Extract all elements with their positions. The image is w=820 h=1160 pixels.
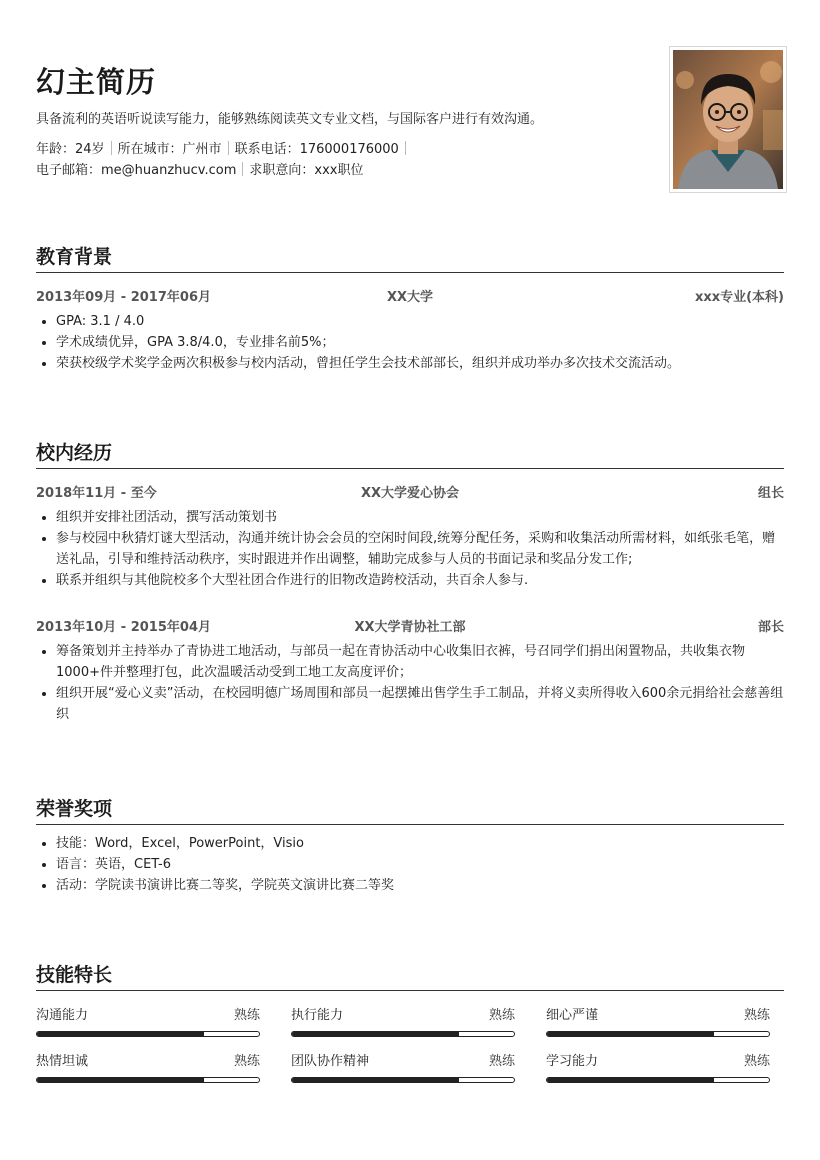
separator [228,141,229,155]
skill-level: 熟练 [233,1053,260,1069]
skill-bar-fill [37,1078,204,1082]
list-item: • 组织开展“爱心义卖”活动，在校园明德广场周围和部员一起摆摊出售学生手工制品，并将义卖所得收入600余元捐给社会慈善组织 [56,683,784,725]
skill-bar-fill [547,1032,714,1036]
campus-section [36,440,784,725]
honors-bullets [36,833,784,896]
section-title-campus: 校内经历 [36,440,784,469]
education-entry-header [36,285,784,305]
age-text: 年龄：24岁 [36,142,105,157]
skill-level: 熟练 [743,1007,770,1023]
list-item: • 筹备策划并主持举办了青协进工地活动，与部员一起在青协活动中心收集旧衣裤，号召同学们捐出闲置物品，共收集衣物1000+件并整理打包，此次温暖活动受到工地工友高度评价； [56,641,784,683]
list-item: • 学术成绩优异，GPA 3.8/4.0，专业排名前5%； [56,332,784,353]
skill-item [546,1049,770,1083]
campus-entry-bullets [36,507,784,591]
skill-item [546,1003,770,1037]
skill-name: 细心严谨 [546,1007,599,1023]
section-title-honors: 荣誉奖项 [36,796,784,825]
education-bullets [36,311,784,374]
separator [405,141,406,155]
email-text: 电子邮箱：me@huanzhucv.com [36,163,237,178]
contact-line-2 [36,159,363,178]
avatar-photo [669,46,787,193]
skill-name: 执行能力 [291,1007,344,1023]
skill-bar-fill [292,1078,459,1082]
education-section [36,244,784,374]
skills-grid [36,1003,784,1083]
section-title-education: 教育背景 [36,244,784,273]
campus-entry-header [36,615,784,635]
skill-level: 熟练 [488,1007,515,1023]
skill-item [291,1003,515,1037]
summary-text: 具备流利的英语听说读写能力，能够熟练阅读英文专业文档，与国际客户进行有效沟通。 [36,112,544,127]
skill-name: 学习能力 [546,1053,599,1069]
campus-entry-date: 2013年10月 - 2015年04月 [36,619,211,635]
separator [242,162,243,176]
education-major: xxx专业(本科) [694,289,784,305]
section-title-skills: 技能特长 [36,962,784,991]
campus-entry-org: XX大学青协社工部 [354,619,466,635]
skill-bar [291,1077,515,1083]
separator [111,141,112,155]
list-item: • 荣获校级学术奖学金两次积极参与校内活动，曾担任学生会技术部部长，组织并成功举办多次技术交流活动。 [56,353,784,374]
skill-level: 熟练 [743,1053,770,1069]
education-school: XX大学 [386,289,434,305]
campus-entry-date: 2018年11月 - 至今 [36,485,157,501]
skill-bar [291,1031,515,1037]
skill-bar-fill [292,1032,459,1036]
skill-name: 团队协作精神 [291,1053,370,1069]
skill-bar [546,1031,770,1037]
skill-bar-fill [37,1032,204,1036]
skill-level: 熟练 [488,1053,515,1069]
campus-entry-header [36,481,784,501]
skill-bar [36,1077,260,1083]
education-date: 2013年09月 - 2017年06月 [36,289,211,305]
campus-entry-role: 组长 [757,485,784,501]
list-item: • 参与校园中秋猜灯谜大型活动，沟通并统计协会会员的空闲时间段,统筹分配任务，采购和收集活动所需材料，如纸张毛笔，赠送礼品，引导和维持活动秩序，实时跟进并作出调整，辅助完成参与人员的书面记录和奖品分发工作; [56,528,784,570]
skill-name: 热情坦诚 [36,1053,89,1069]
resume-title: 幻主简历 [36,65,157,99]
job-intention-text: 求职意向：xxx职位 [249,163,364,178]
list-item: • 技能：Word，Excel，PowerPoint，Visio [56,833,784,854]
honors-section [36,796,784,896]
contact-line-1 [36,138,412,157]
skill-bar-fill [547,1078,714,1082]
skill-bar [36,1031,260,1037]
skill-name: 沟通能力 [36,1007,89,1023]
campus-entry-role: 部长 [757,619,784,635]
campus-entry-bullets [36,641,784,725]
skill-level: 熟练 [233,1007,260,1023]
skill-item [36,1049,260,1083]
phone-text: 联系电话：176000176000 [234,142,399,157]
skill-item [36,1003,260,1037]
skill-bar [546,1077,770,1083]
list-item: • 组织并安排社团活动，撰写活动策划书 [56,507,784,528]
skill-item [291,1049,515,1083]
list-item: • 联系并组织与其他院校多个大型社团合作进行的旧物改造跨校活动，共百余人参与. [56,570,784,591]
campus-entry-org: XX大学爱心协会 [360,485,460,501]
list-item: • 语言：英语，CET-6 [56,854,784,875]
skills-section [36,962,784,1083]
list-item: • 活动：学院读书演讲比赛二等奖，学院英文演讲比赛二等奖 [56,875,784,896]
city-text: 所在城市：广州市 [117,142,222,157]
list-item: • GPA: 3.1 / 4.0 [56,311,784,332]
avatar-portrait-icon [673,50,783,189]
